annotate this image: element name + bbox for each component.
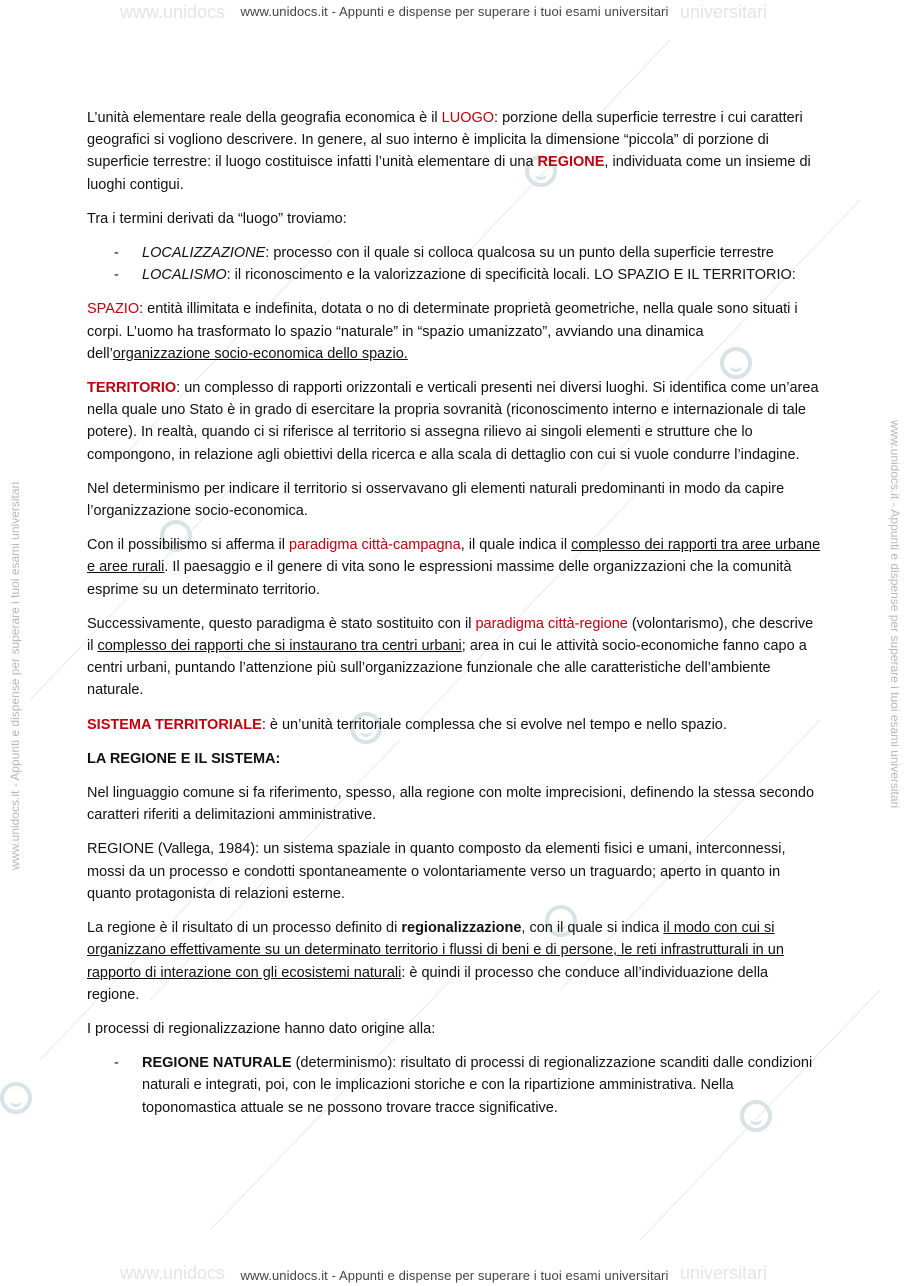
text: : un complesso di rapporti orizzontali e verticali presenti nei diversi luoghi. Si identifica come un’area nella quale uno Stato è in grado di esercitare la propria sovranità (riconoscimento interno e internazionale di tale potere). In realtà, quando ci si riferisce al territorio si assegna rilievo ai singoli elementi e strutture che lo compongono, in relazione agli obiettivi della ricerca e alla scala di dettaglio con cui si vuole condurre l’indagine. xyxy=(87,380,819,463)
term-paradigma-citta-campagna: paradigma città-campagna xyxy=(289,537,461,554)
watermark-footer: www.unidocs.it - Appunti e dispense per superare i tuoi esami universitari xyxy=(240,1268,669,1283)
text: , il quale indica il xyxy=(460,537,572,554)
text: . Il paesaggio e il genere di vita sono le espressioni massime delle organizzazioni che la comunità esprime su un determinato territorio. xyxy=(87,559,792,598)
paragraph-territorio xyxy=(87,377,821,466)
underlined-text: organizzazione socio-economica dello spazio. xyxy=(112,345,408,362)
text: , con il quale si indica xyxy=(521,920,664,937)
term-regione-naturale: REGIONE NATURALE xyxy=(142,1055,292,1072)
regioni-list xyxy=(87,1052,821,1119)
paragraph-volontarismo xyxy=(87,613,821,702)
paragraph-determinismo: Nel determinismo per indicare il territorio si osservavano gli elementi naturali predominanti in modo da capire l’organizzazione socio-economica. xyxy=(87,480,785,520)
term-luogo: LUOGO xyxy=(441,110,495,126)
text: L’unità elementare reale della geografia economica è il xyxy=(87,110,442,126)
text: Successivamente, questo paradigma è stato sostituito con il xyxy=(87,615,476,632)
text: : porzione della superficie terrestre i cui caratteri geografici si vogliono descrivere. In genere, al suo interno è implicita la dimensione “piccola” di porzione di superficie terrestre: il luogo costituisce infatti l’unità elementare di una xyxy=(87,110,803,171)
term-sistema-territoriale: SISTEMA TERRITORIALE xyxy=(87,716,262,733)
watermark-ghost-text: universitari xyxy=(680,1263,768,1283)
term-paradigma-citta-regione: paradigma città-regione xyxy=(475,615,628,632)
watermark-ghost-text: www.unidocs xyxy=(120,2,226,22)
text: La regione è il risultato di un processo definito di xyxy=(87,920,402,937)
text: : entità illimitata e indefinita, dotata o no di determinate proprietà geometriche, nella quale sono situati i corpi. L’uomo ha trasformato lo spazio “naturale” in “spazio umanizzato”, avviando una dinamica dell’ xyxy=(87,301,798,362)
paragraph-luogo xyxy=(87,107,821,196)
term-territorio: TERRITORIO xyxy=(87,380,177,397)
paragraph-derived-terms: Tra i termini derivati da “luogo” troviamo: xyxy=(87,210,347,227)
underlined-text: complesso dei rapporti che si instaurano tra centri urbani xyxy=(97,638,462,655)
paragraph-possibilismo xyxy=(87,534,821,601)
list-item xyxy=(87,264,821,286)
list-item xyxy=(87,242,821,264)
paragraph-regione-vallega: REGIONE (Vallega, 1984): un sistema spaziale in quanto composto da elementi fisici e umani, interconnessi, mossi da un processo e condotti spontaneamente o volontariamente verso un traguardo; aperto in quanto in quanto protagonista di relazioni esterne. xyxy=(87,841,786,902)
list-item xyxy=(87,1052,821,1119)
watermark-right-side: www.unidocs.it - Appunti e dispense per superare i tuoi esami universitari xyxy=(888,420,902,809)
watermark-header: www.unidocs.it - Appunti e dispense per superare i tuoi esami universitari xyxy=(240,4,669,19)
underlined-text: complesso dei rapporti tra aree urbane e aree rurali xyxy=(87,537,821,576)
term-regionalizzazione: regionalizzazione xyxy=(401,920,522,937)
text: : il riconoscimento e la valorizzazione di specificità locali. LO SPAZIO E IL TERRITORIO: xyxy=(226,267,796,284)
text: ; area in cui le attività socio-economiche fanno capo a centri urbani, puntando l’attenzione più sull’organizzazione funzionale che alle caratteristiche dell’ambiente naturale. xyxy=(87,638,807,699)
text: : processo con il quale si colloca qualcosa su un punto della superficie terrestre xyxy=(265,245,774,262)
text: , individuata come un insieme di luoghi contigui. xyxy=(87,154,811,193)
watermark-ghost-text: universitari xyxy=(680,2,768,22)
text: Con il possibilismo si afferma il xyxy=(87,537,289,554)
watermark-ghost-text: www.unidocs xyxy=(120,1263,226,1283)
text: (determinismo): risultato di processi di regionalizzazione scanditi dalle condizioni naturali e integrati, poi, con le implicazioni storiche e con la ripartizione amministrativa. Nella toponomastica attuale se ne possono trovare tracce significative. xyxy=(142,1055,813,1116)
paragraph-processi: I processi di regionalizzazione hanno dato origine alla: xyxy=(87,1020,436,1037)
term-localizzazione: LOCALIZZAZIONE xyxy=(142,245,266,262)
text: : è quindi il processo che conduce all’individuazione della regione. xyxy=(87,964,769,1003)
underlined-text: il modo con cui si organizzano effettivamente su un determinato territorio i flussi di beni e di persone, le reti infrastrutturali in un rapporto di interazione con gli ecosistemi naturali xyxy=(87,920,784,981)
document-body xyxy=(87,107,821,1131)
paragraph-linguaggio-comune: Nel linguaggio comune si fa riferimento, spesso, alla regione con molte imprecisioni, definendo la stessa secondo caratteri riferiti a delimitazioni amministrative. xyxy=(87,785,815,824)
paragraph-sistema-territoriale xyxy=(87,714,821,736)
derived-terms-list xyxy=(87,242,821,286)
watermark-left-side: www.unidocs.it - Appunti e dispense per superare i tuoi esami universitari xyxy=(8,481,22,870)
text: (volontarismo), che descrive il xyxy=(87,615,814,655)
unidocs-logo-icon xyxy=(0,1082,32,1114)
section-heading: LA REGIONE E IL SISTEMA: xyxy=(87,750,281,767)
paragraph-spazio xyxy=(87,298,821,365)
text: : è un’unità territoriale complessa che si evolve nel tempo e nello spazio. xyxy=(261,716,727,733)
term-localismo: LOCALISMO xyxy=(142,267,227,284)
paragraph-regionalizzazione xyxy=(87,917,821,1006)
term-regione: REGIONE xyxy=(537,154,605,171)
term-spazio: SPAZIO xyxy=(87,301,140,318)
